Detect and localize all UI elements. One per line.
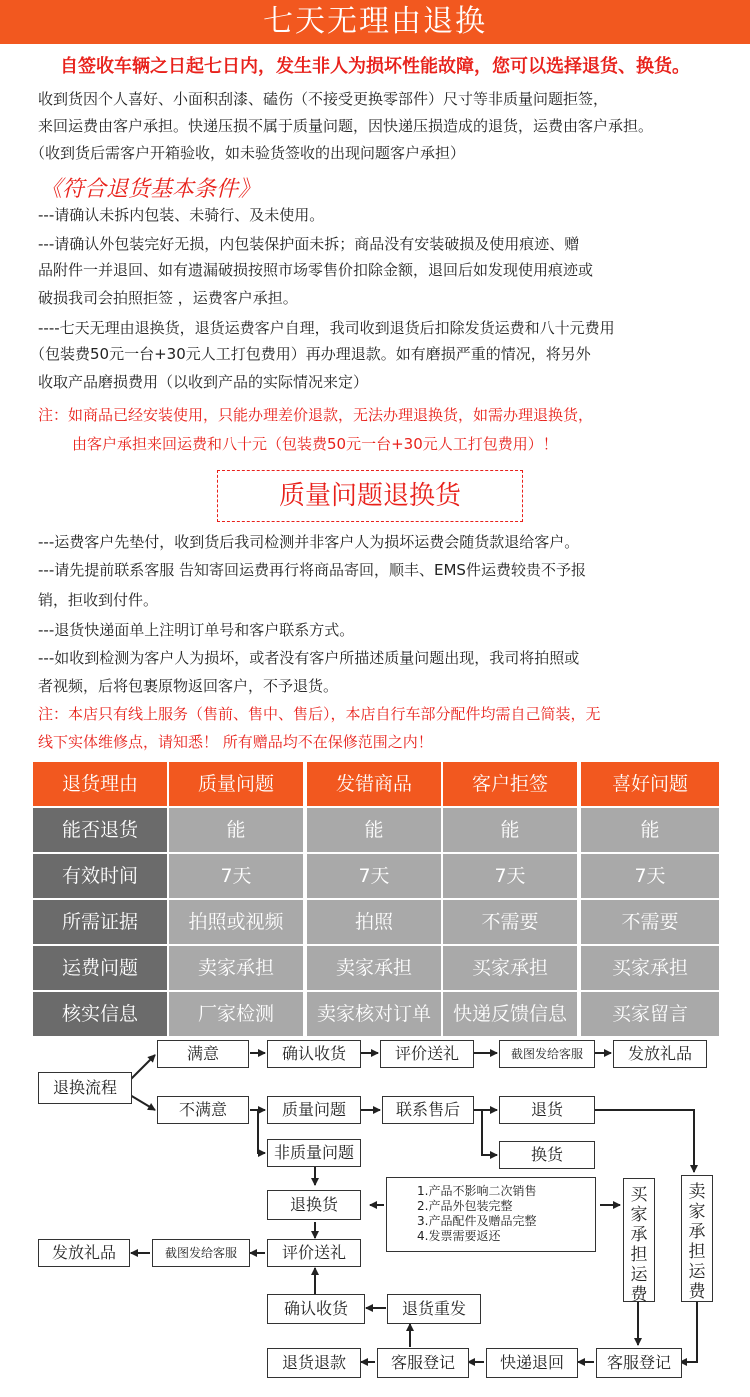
table-cell: 不需要 <box>443 900 577 944</box>
basic-line-7: 收取产品磨损费用（以收到产品的实际情况来定） <box>38 373 369 391</box>
basic-line-6: （包装费50元一台+30元人工打包费用）再办理退款。如有磨损严重的情况，将另外 <box>30 345 591 363</box>
lead-statement: 自签收车辆之日起七日内，发生非人为损坏性能故障，您可以选择退货、换货。 <box>60 56 690 77</box>
table-cell: 7天 <box>307 854 441 898</box>
condition-item: 1.产品不影响二次销售 <box>417 1184 537 1198</box>
table-cell: 卖家核对订单 <box>307 992 441 1036</box>
flow-confirm-receipt: 确认收货 <box>267 1040 361 1068</box>
quality-line-4: ---退货快递面单上注明订单号和客户联系方式。 <box>38 621 355 639</box>
table-cell: 拍照或视频 <box>169 900 303 944</box>
intro-line-2: 来回运费由客户承担。快递压损不属于质量问题，因快递压损造成的退货，运费由客户承担。 <box>38 117 654 135</box>
table-header-cell: 客户拒签 <box>443 762 577 806</box>
basic-line-4: 破损我司会拍照拒签 ，运费客户承担。 <box>38 289 298 307</box>
table-row-label: 所需证据 <box>33 900 167 944</box>
flow-return-goods: 退货 <box>499 1096 595 1124</box>
condition-item: 3.产品配件及赠品完整 <box>417 1214 537 1228</box>
note-installed-line-1: 注：如商品已经安装使用，只能办理差价退款，无法办理退换货，如需办理退换货， <box>38 406 594 424</box>
table-header-cell: 发错商品 <box>307 762 441 806</box>
quality-line-3: 销，拒收到付件。 <box>38 591 159 609</box>
table-header-cell: 退货理由 <box>33 762 167 806</box>
flow-satisfied: 满意 <box>157 1040 249 1068</box>
flow-review-gift-2: 评价送礼 <box>267 1239 361 1267</box>
table-cell: 能 <box>307 808 441 852</box>
table-header-cell: 质量问题 <box>169 762 303 806</box>
flow-review-gift: 评价送礼 <box>380 1040 474 1068</box>
note-online-line-1: 注：本店只有线上服务（售前、售中、售后），本店自行车部分配件均需自己简装，无 <box>38 705 601 723</box>
table-row-label: 能否退货 <box>33 808 167 852</box>
flow-reship: 退货重发 <box>387 1294 481 1324</box>
flow-start: 退换流程 <box>38 1072 132 1104</box>
table-row-label: 核实信息 <box>33 992 167 1036</box>
quality-line-5: ---如收到检测为客户人为损坏，或者没有客户所描述质量问题出现，我司将拍照或 <box>38 649 580 667</box>
condition-item: 2.产品外包装完整 <box>417 1199 513 1213</box>
flow-cs-register: 客服登记 <box>377 1348 469 1378</box>
basic-line-1: ---请确认未拆内包装、未骑行、及未使用。 <box>38 206 325 224</box>
table-cell: 厂家检测 <box>169 992 303 1036</box>
table-cell: 买家留言 <box>581 992 719 1036</box>
intro-line-3: （收到货后需客户开箱验收，如未验货签收的出现问题客户承担） <box>30 144 466 162</box>
table-cell: 快递反馈信息 <box>443 992 577 1036</box>
flow-cs-register-2: 客服登记 <box>596 1348 682 1378</box>
table-cell: 7天 <box>169 854 303 898</box>
table-cell: 买家承担 <box>443 946 577 990</box>
flow-screenshot-cs-2: 截图发给客服 <box>152 1239 250 1267</box>
quality-line-2: ---请先提前联系客服 告知寄回运费再行将商品寄回，顺丰、EMS件运费较贵不予报 <box>38 561 586 579</box>
table-cell: 7天 <box>581 854 719 898</box>
table-cell: 能 <box>581 808 719 852</box>
table-header-cell: 喜好问题 <box>581 762 719 806</box>
flow-express-return: 快递退回 <box>486 1348 578 1378</box>
basic-conditions-title: 《符合退货基本条件》 <box>40 177 261 202</box>
table-cell: 买家承担 <box>581 946 719 990</box>
basic-line-2: ---请确认外包装完好无损，内包装保护面未拆；商品没有安装破损及使用痕迹、赠 <box>38 235 580 253</box>
table-cell: 拍照 <box>307 900 441 944</box>
table-cell: 卖家承担 <box>169 946 303 990</box>
flow-seller-pays: 卖家承担运费 <box>681 1175 713 1302</box>
flow-buyer-pays: 买家承担运费 <box>623 1178 655 1302</box>
flow-refund: 退货退款 <box>267 1348 361 1378</box>
table-cell: 能 <box>443 808 577 852</box>
quality-line-1: ---运费客户先垫付，收到货后我司检测并非客户人为损坏运费会随货款退给客户。 <box>38 533 580 551</box>
table-cell: 7天 <box>443 854 577 898</box>
table-row-label: 运费问题 <box>33 946 167 990</box>
flow-send-gift-2: 发放礼品 <box>38 1239 130 1267</box>
page-banner: 七天无理由退换 <box>0 0 750 44</box>
flow-conditions <box>386 1177 596 1252</box>
flow-quality-issue: 质量问题 <box>267 1096 361 1124</box>
condition-item: 4.发票需要返还 <box>417 1229 501 1243</box>
basic-line-3: 品附件一并退回、如有遗漏破损按照市场零售价扣除金额，退回后如发现使用痕迹或 <box>38 261 594 279</box>
basic-line-5: ----七天无理由退换货，退货运费客户自理，我司收到退货后扣除发货运费和八十元费用 <box>38 319 615 337</box>
flow-contact-aftersale: 联系售后 <box>382 1096 474 1124</box>
table-row-label: 有效时间 <box>33 854 167 898</box>
table-cell: 不需要 <box>581 900 719 944</box>
note-online-line-2: 线下实体维修点，请知悉！ 所有赠品均不在保修范围之内！ <box>38 733 433 751</box>
flow-return-exchange: 退换货 <box>267 1190 361 1220</box>
flow-send-gift: 发放礼品 <box>613 1040 707 1068</box>
flow-confirm-receipt-2: 确认收货 <box>267 1294 365 1324</box>
table-cell: 卖家承担 <box>307 946 441 990</box>
flow-non-quality: 非质量问题 <box>267 1139 361 1167</box>
flow-exchange-goods: 换货 <box>499 1141 595 1169</box>
flow-unsatisfied: 不满意 <box>157 1096 249 1124</box>
flow-screenshot-cs: 截图发给客服 <box>499 1040 595 1068</box>
intro-line-1: 收到货因个人喜好、小面积刮漆、磕伤（不接受更换零部件）尺寸等非质量问题拒签， <box>38 90 609 108</box>
quality-line-6: 者视频，后将包裹原物返回客户，不予退货。 <box>38 677 339 695</box>
table-cell: 能 <box>169 808 303 852</box>
quality-issue-title: 质量问题退换货 <box>217 470 523 522</box>
note-installed-line-2: 由客户承担来回运费和八十元（包装费50元一台+30元人工打包费用）！ <box>72 435 558 453</box>
